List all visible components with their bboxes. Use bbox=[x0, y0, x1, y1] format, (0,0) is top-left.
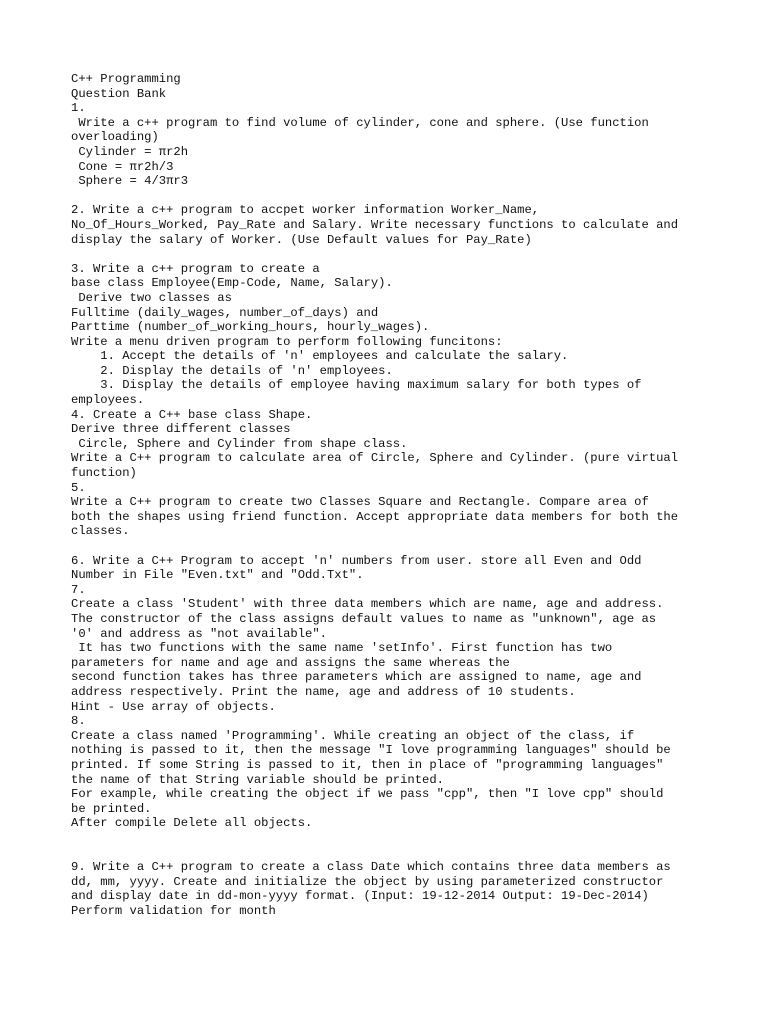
document-line: Cylinder = πr2h bbox=[71, 144, 189, 159]
document-line: Write a C++ program to calculate area of Circle, Sphere and Cylinder. (pure virtual bbox=[71, 451, 679, 466]
document-line: Sphere = 4/3πr3 bbox=[71, 174, 189, 189]
document-line bbox=[71, 831, 708, 846]
document-line: function) bbox=[71, 466, 137, 481]
document-line bbox=[71, 539, 708, 554]
document-line: 6. Write a C++ Program to accept 'n' numbers from user. store all Even and Odd bbox=[71, 553, 642, 568]
document-line: Write a c++ program to find volume of cylinder, cone and sphere. (Use function bbox=[71, 115, 649, 130]
document-line: After compile Delete all objects. bbox=[71, 816, 313, 831]
document-line: Parttime (number_of_working_hours, hourly_wages). bbox=[71, 320, 430, 335]
document-line: The constructor of the class assigns default values to name as "unknown", age as bbox=[71, 611, 657, 626]
document-line: Derive three different classes bbox=[71, 422, 291, 437]
document-line: 2. Write a c++ program to accpet worker information Worker_Name, bbox=[71, 203, 540, 218]
document-line: For example, while creating the object if we pass "cpp", then "I love cpp" should bbox=[71, 787, 664, 802]
document-line bbox=[71, 189, 708, 204]
document-line: nothing is passed to it, then the message "I love programming languages" should be bbox=[71, 743, 671, 758]
document-line: and display date in dd-mon-yyyy format. (Input: 19-12-2014 Output: 19-Dec-2014) bbox=[71, 889, 649, 904]
document-line: Circle, Sphere and Cylinder from shape class. bbox=[71, 436, 408, 451]
document-line: overloading) bbox=[71, 130, 159, 145]
document-line: 1. bbox=[71, 101, 86, 116]
document-line: Create a class named 'Programming'. While creating an object of the class, if bbox=[71, 728, 635, 743]
document-line: No_Of_Hours_Worked, Pay_Rate and Salary. Write necessary functions to calculate and bbox=[71, 217, 679, 232]
document-line: Cone = πr2h/3 bbox=[71, 159, 174, 174]
document-line: 2. Display the details of 'n' employees. bbox=[71, 363, 393, 378]
document-line: Write a menu driven program to perform following funcitons: bbox=[71, 334, 503, 349]
document-line: 5. bbox=[71, 480, 86, 495]
document-line: display the salary of Worker. (Use Default values for Pay_Rate) bbox=[71, 232, 532, 247]
document-line: Hint - Use array of objects. bbox=[71, 699, 276, 714]
document-line: 9. Write a C++ program to create a class Date which contains three data members as bbox=[71, 860, 671, 875]
document-line bbox=[71, 247, 708, 262]
document-line: classes. bbox=[71, 524, 130, 539]
document-line: second function takes has three parameters which are assigned to name, age and bbox=[71, 670, 642, 685]
document-line: Number in File "Even.txt" and "Odd.Txt". bbox=[71, 568, 364, 583]
document-line: 8. bbox=[71, 714, 86, 729]
document-line: 1. Accept the details of 'n' employees and calculate the salary. bbox=[71, 349, 569, 364]
document-line: dd, mm, yyyy. Create and initialize the object by using parameterized constructor bbox=[71, 874, 664, 889]
document-line: 7. bbox=[71, 582, 86, 597]
document-line: 3. Write a c++ program to create a bbox=[71, 261, 320, 276]
document-line: printed. If some String is passed to it, then in place of "programming languages" bbox=[71, 757, 664, 772]
document-line: base class Employee(Emp-Code, Name, Salary). bbox=[71, 276, 393, 291]
document-body bbox=[71, 72, 708, 918]
document-line bbox=[71, 845, 708, 860]
document-line: Create a class 'Student' with three data members which are name, age and address. bbox=[71, 597, 664, 612]
document-line: both the shapes using friend function. Accept appropriate data members for both the bbox=[71, 509, 679, 524]
document-line: 4. Create a C++ base class Shape. bbox=[71, 407, 313, 422]
document-line: 3. Display the details of employee having maximum salary for both types of bbox=[71, 378, 642, 393]
document-line: Derive two classes as bbox=[71, 290, 232, 305]
document-line: parameters for name and age and assigns the same whereas the bbox=[71, 655, 510, 670]
document-line: C++ Programming bbox=[71, 72, 181, 86]
document-line: Write a C++ program to create two Classes Square and Rectangle. Compare area of bbox=[71, 495, 649, 510]
document-line: address respectively. Print the name, age and address of 10 students. bbox=[71, 684, 576, 699]
document-line: be printed. bbox=[71, 801, 152, 816]
document-line: Perform validation for month bbox=[71, 903, 276, 918]
document-line: It has two functions with the same name 'setInfo'. First function has two bbox=[71, 641, 613, 656]
document-line: '0' and address as "not available". bbox=[71, 626, 327, 641]
document-line: Question Bank bbox=[71, 86, 167, 101]
document-line: Fulltime (daily_wages, number_of_days) and bbox=[71, 305, 379, 320]
document-line: the name of that String variable should be printed. bbox=[71, 772, 444, 787]
document-line: employees. bbox=[71, 393, 145, 408]
